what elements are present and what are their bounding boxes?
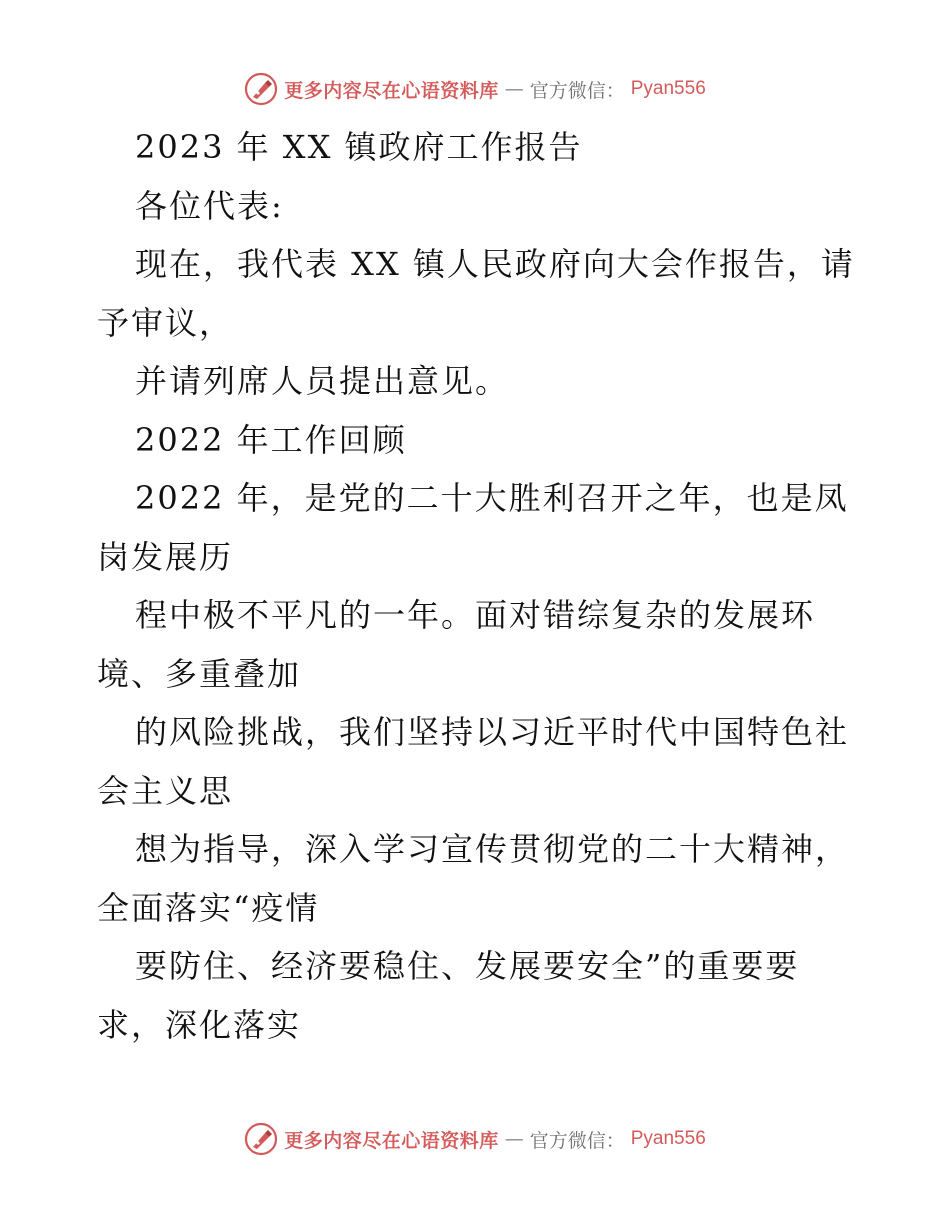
document-line: 程中极不平凡的一年。面对错综复杂的发展环	[135, 596, 816, 634]
document-line: 岗发展历	[97, 537, 234, 576]
watermark-wechat-id: Pyan556	[630, 1128, 706, 1149]
document-line: 2023 年 XX 镇政府工作报告	[135, 128, 583, 166]
document-line: 要防住、经济要稳住、发展要安全”的重要要	[135, 947, 800, 985]
watermark-text: 更多内容尽在心语资料库	[284, 79, 499, 102]
pen-nib-logo-icon	[244, 72, 278, 106]
document-line: 想为指导，深入学习宣传贯彻党的二十大精神，	[135, 830, 850, 868]
document-line: 予审议，	[97, 303, 234, 342]
pen-nib-logo-icon	[244, 1122, 278, 1156]
document-line: 各位代表:	[135, 186, 284, 225]
document-line: 求，深化落实	[97, 1005, 302, 1044]
watermark-footer	[0, 1122, 950, 1156]
document-line: 境、多重叠加	[97, 654, 302, 693]
watermark-wechat-label: 官方微信：	[529, 79, 625, 102]
document-line: 全面落实“疫情	[97, 888, 320, 927]
document-line: 2022 年工作回顾	[135, 420, 407, 459]
document-line: 的风险挑战，我们坚持以习近平时代中国特色社	[135, 713, 850, 751]
document-line: 会主义思	[97, 771, 234, 810]
watermark-wechat-id: Pyan556	[630, 78, 706, 99]
document-line: 2022 年，是党的二十大胜利召开之年，也是凤	[135, 479, 849, 517]
watermark-wechat-label: 官方微信：	[529, 1129, 625, 1152]
watermark-separator: —	[504, 78, 524, 100]
watermark-separator: —	[504, 1128, 524, 1150]
document-line: 现在，我代表 XX 镇人民政府向大会作报告，请	[135, 245, 855, 283]
watermark-text: 更多内容尽在心语资料库	[284, 1129, 499, 1152]
watermark-header	[0, 72, 950, 106]
document-body	[97, 118, 877, 1054]
document-line: 并请列席人员提出意见。	[135, 362, 510, 400]
